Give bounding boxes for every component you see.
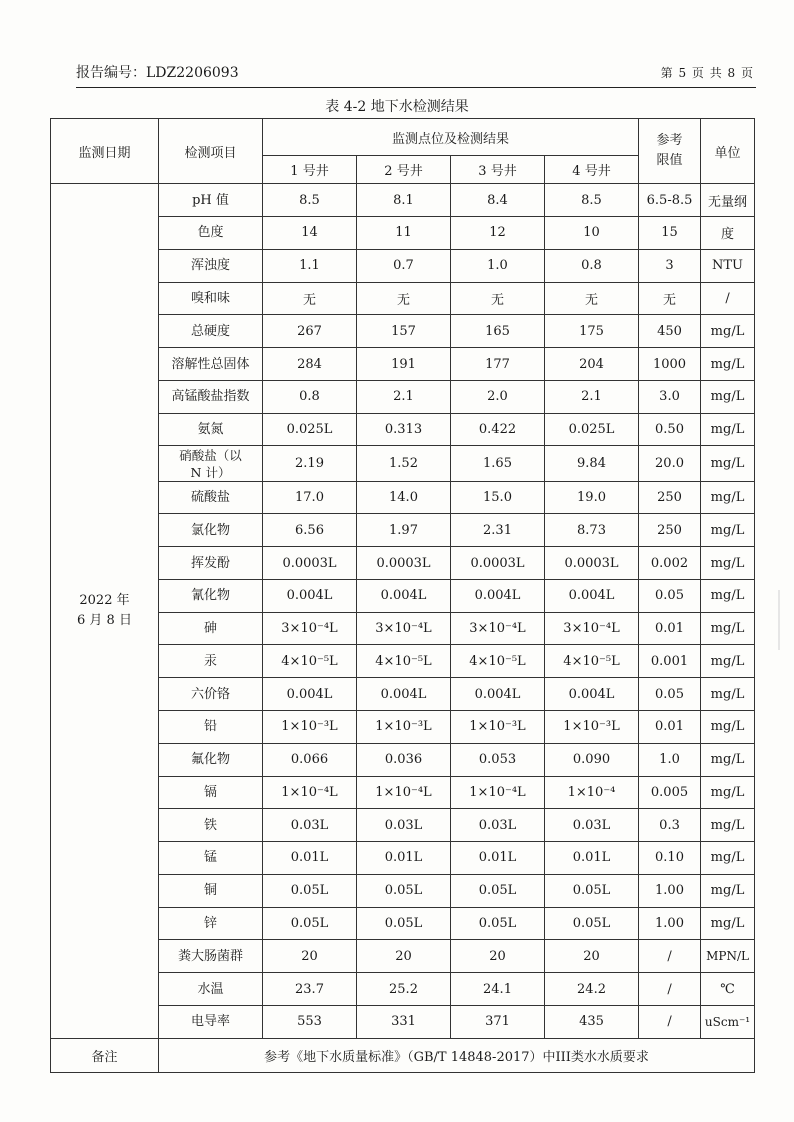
limit-value: 1.00 <box>639 874 701 907</box>
limit-value: 6.5-8.5 <box>639 184 701 217</box>
well-2-value: 1.97 <box>357 514 451 547</box>
well-2-value: 3×10⁻⁴L <box>357 612 451 645</box>
item-name: 锌 <box>159 907 263 940</box>
item-name: 挥发酚 <box>159 547 263 580</box>
limit-value: 1.0 <box>639 743 701 776</box>
item-name: 砷 <box>159 612 263 645</box>
well-1-value: 4×10⁻⁵L <box>263 645 357 678</box>
well-1-value: 20 <box>263 940 357 973</box>
well-1-value: 0.025L <box>263 413 357 446</box>
well-1-value: 0.8 <box>263 380 357 413</box>
well-4-value: 1×10⁻⁴ <box>545 776 639 809</box>
limit-value: 15 <box>639 217 701 250</box>
well-3-value: 0.422 <box>451 413 545 446</box>
unit-value: mg/L <box>701 743 755 776</box>
well-2-value: 2.1 <box>357 380 451 413</box>
table-row <box>51 184 755 217</box>
unit-value: uScm⁻¹ <box>701 1005 755 1038</box>
limit-value: 450 <box>639 315 701 348</box>
well-3-value: 20 <box>451 940 545 973</box>
well-2-value: 191 <box>357 348 451 381</box>
unit-value: mg/L <box>701 315 755 348</box>
item-name: 溶解性总固体 <box>159 348 263 381</box>
monitor-date-cell <box>51 184 159 1038</box>
well-2-value: 331 <box>357 1005 451 1038</box>
item-name: 高锰酸盐指数 <box>159 380 263 413</box>
well-3-value: 1×10⁻⁴L <box>451 776 545 809</box>
well-4-value: 0.03L <box>545 809 639 842</box>
well-3-value: 371 <box>451 1005 545 1038</box>
limit-value: / <box>639 1005 701 1038</box>
well-4-value: 0.004L <box>545 579 639 612</box>
limit-value: 1.00 <box>639 907 701 940</box>
well-4-value: 0.090 <box>545 743 639 776</box>
col-header-well-1: 1 号井 <box>263 156 357 184</box>
item-name: 嗅和味 <box>159 282 263 315</box>
col-header-unit: 单位 <box>701 119 755 184</box>
well-3-value: 4×10⁻⁵L <box>451 645 545 678</box>
report-number: 报告编号：LDZ2206093 <box>76 65 239 81</box>
col-header-date: 监测日期 <box>51 119 159 184</box>
unit-value: mg/L <box>701 678 755 711</box>
well-3-value: 0.004L <box>451 579 545 612</box>
item-name: 锰 <box>159 842 263 875</box>
well-3-value: 177 <box>451 348 545 381</box>
well-3-value: 165 <box>451 315 545 348</box>
well-4-value: 9.84 <box>545 446 639 481</box>
well-3-value: 0.004L <box>451 678 545 711</box>
well-3-value: 0.05L <box>451 907 545 940</box>
well-1-value: 0.01L <box>263 842 357 875</box>
note-text: 参考《地下水质量标准》（GB/T 14848-2017）中III类水水质要求 <box>159 1038 755 1072</box>
item-name: 铅 <box>159 711 263 744</box>
well-3-value: 0.01L <box>451 842 545 875</box>
well-3-value: 8.4 <box>451 184 545 217</box>
well-2-value: 25.2 <box>357 973 451 1006</box>
well-3-value: 1.0 <box>451 249 545 282</box>
well-4-value: 20 <box>545 940 639 973</box>
well-4-value: 8.73 <box>545 514 639 547</box>
col-header-well-2: 2 号井 <box>357 156 451 184</box>
unit-value: mg/L <box>701 842 755 875</box>
well-1-value: 23.7 <box>263 973 357 1006</box>
unit-value: mg/L <box>701 776 755 809</box>
item-name: 粪大肠菌群 <box>159 940 263 973</box>
unit-value: mg/L <box>701 612 755 645</box>
well-4-value: 0.004L <box>545 678 639 711</box>
well-3-value: 3×10⁻⁴L <box>451 612 545 645</box>
limit-value: 0.001 <box>639 645 701 678</box>
unit-value: mg/L <box>701 809 755 842</box>
limit-value: 0.005 <box>639 776 701 809</box>
well-1-value: 0.004L <box>263 579 357 612</box>
well-4-value: 0.8 <box>545 249 639 282</box>
col-header-well-4: 4 号井 <box>545 156 639 184</box>
well-2-value: 0.7 <box>357 249 451 282</box>
well-3-value: 2.0 <box>451 380 545 413</box>
well-4-value: 4×10⁻⁵L <box>545 645 639 678</box>
well-4-value: 19.0 <box>545 481 639 514</box>
limit-value: 3.0 <box>639 380 701 413</box>
unit-value: mg/L <box>701 907 755 940</box>
unit-value: mg/L <box>701 579 755 612</box>
limit-header-text: 参考限值 <box>656 133 683 169</box>
well-1-value: 553 <box>263 1005 357 1038</box>
well-1-value: 17.0 <box>263 481 357 514</box>
unit-value: mg/L <box>701 514 755 547</box>
well-2-value: 0.05L <box>357 907 451 940</box>
well-4-value: 0.01L <box>545 842 639 875</box>
well-3-value: 0.05L <box>451 874 545 907</box>
item-name: 色度 <box>159 217 263 250</box>
item-name: 氨氮 <box>159 413 263 446</box>
item-name: 氟化物 <box>159 743 263 776</box>
item-name: 浑浊度 <box>159 249 263 282</box>
well-2-value: 0.004L <box>357 678 451 711</box>
monitor-date: 2022 年 6 月 8 日 <box>77 592 132 628</box>
item-name: 总硬度 <box>159 315 263 348</box>
well-4-value: 0.025L <box>545 413 639 446</box>
well-1-value: 1×10⁻³L <box>263 711 357 744</box>
well-1-value: 0.03L <box>263 809 357 842</box>
limit-value: 3 <box>639 249 701 282</box>
well-1-value: 284 <box>263 348 357 381</box>
page-number: 第 5 页 共 8 页 <box>660 66 754 80</box>
col-header-points: 监测点位及检测结果 <box>263 119 639 156</box>
item-name: 汞 <box>159 645 263 678</box>
limit-value: / <box>639 973 701 1006</box>
limit-value: 1000 <box>639 348 701 381</box>
well-1-value: 0.0003L <box>263 547 357 580</box>
unit-value: 度 <box>701 217 755 250</box>
well-4-value: 2.1 <box>545 380 639 413</box>
well-1-value: 8.5 <box>263 184 357 217</box>
unit-value: mg/L <box>701 413 755 446</box>
well-2-value: 0.05L <box>357 874 451 907</box>
note-row <box>51 1038 755 1072</box>
limit-value: 250 <box>639 481 701 514</box>
note-label: 备注 <box>51 1038 159 1072</box>
unit-value: mg/L <box>701 380 755 413</box>
well-2-value: 4×10⁻⁵L <box>357 645 451 678</box>
well-4-value: 0.0003L <box>545 547 639 580</box>
well-3-value: 0.03L <box>451 809 545 842</box>
item-name: 铁 <box>159 809 263 842</box>
table-title: 表 4-2 地下水检测结果 <box>325 99 469 115</box>
well-1-value: 2.19 <box>263 446 357 481</box>
limit-value: 0.10 <box>639 842 701 875</box>
item-name: 硫酸盐 <box>159 481 263 514</box>
limit-value: 0.01 <box>639 612 701 645</box>
well-1-value: 0.066 <box>263 743 357 776</box>
limit-value: 0.05 <box>639 579 701 612</box>
limit-value: 20.0 <box>639 446 701 481</box>
limit-value: 250 <box>639 514 701 547</box>
item-name: 硝酸盐（以 N 计） <box>159 446 263 481</box>
limit-value: 0.05 <box>639 678 701 711</box>
well-3-value: 0.0003L <box>451 547 545 580</box>
well-1-value: 1×10⁻⁴L <box>263 776 357 809</box>
col-header-well-3: 3 号井 <box>451 156 545 184</box>
col-header-item: 检测项目 <box>159 119 263 184</box>
well-2-value: 157 <box>357 315 451 348</box>
unit-value: mg/L <box>701 547 755 580</box>
limit-value: 0.3 <box>639 809 701 842</box>
well-1-value: 无 <box>263 282 357 315</box>
limit-value: / <box>639 940 701 973</box>
well-1-value: 267 <box>263 315 357 348</box>
unit-value: mg/L <box>701 711 755 744</box>
well-4-value: 0.05L <box>545 874 639 907</box>
well-2-value: 11 <box>357 217 451 250</box>
item-name: 水温 <box>159 973 263 1006</box>
scan-edge <box>778 590 780 650</box>
page-header <box>76 62 754 84</box>
well-2-value: 0.004L <box>357 579 451 612</box>
item-name: 镉 <box>159 776 263 809</box>
well-2-value: 8.1 <box>357 184 451 217</box>
item-name: 氯化物 <box>159 514 263 547</box>
unit-value: mg/L <box>701 446 755 481</box>
well-2-value: 1×10⁻⁴L <box>357 776 451 809</box>
well-2-value: 0.03L <box>357 809 451 842</box>
well-4-value: 10 <box>545 217 639 250</box>
well-3-value: 15.0 <box>451 481 545 514</box>
well-4-value: 8.5 <box>545 184 639 217</box>
well-2-value: 20 <box>357 940 451 973</box>
item-name: 电导率 <box>159 1005 263 1038</box>
unit-value: mg/L <box>701 645 755 678</box>
well-3-value: 1×10⁻³L <box>451 711 545 744</box>
groundwater-results-table <box>50 118 755 1073</box>
unit-value: MPN/L <box>701 940 755 973</box>
limit-value: 无 <box>639 282 701 315</box>
well-1-value: 1.1 <box>263 249 357 282</box>
well-2-value: 0.313 <box>357 413 451 446</box>
well-2-value: 1×10⁻³L <box>357 711 451 744</box>
limit-value: 0.002 <box>639 547 701 580</box>
well-4-value: 1×10⁻³L <box>545 711 639 744</box>
well-1-value: 6.56 <box>263 514 357 547</box>
well-2-value: 14.0 <box>357 481 451 514</box>
unit-value: mg/L <box>701 874 755 907</box>
col-header-limit <box>639 119 701 184</box>
limit-value: 0.01 <box>639 711 701 744</box>
unit-value: mg/L <box>701 481 755 514</box>
well-4-value: 175 <box>545 315 639 348</box>
item-name: pH 值 <box>159 184 263 217</box>
well-3-value: 12 <box>451 217 545 250</box>
well-4-value: 0.05L <box>545 907 639 940</box>
unit-value: 无量纲 <box>701 184 755 217</box>
well-4-value: 无 <box>545 282 639 315</box>
well-3-value: 0.053 <box>451 743 545 776</box>
well-1-value: 0.05L <box>263 874 357 907</box>
item-name: 铜 <box>159 874 263 907</box>
well-1-value: 3×10⁻⁴L <box>263 612 357 645</box>
well-2-value: 0.036 <box>357 743 451 776</box>
unit-value: ℃ <box>701 973 755 1006</box>
header-rule <box>76 87 756 88</box>
limit-value: 0.50 <box>639 413 701 446</box>
well-2-value: 1.52 <box>357 446 451 481</box>
header-row-1 <box>51 119 755 156</box>
well-2-value: 0.0003L <box>357 547 451 580</box>
well-2-value: 0.01L <box>357 842 451 875</box>
unit-value: mg/L <box>701 348 755 381</box>
well-1-value: 0.004L <box>263 678 357 711</box>
well-3-value: 24.1 <box>451 973 545 1006</box>
unit-value: / <box>701 282 755 315</box>
well-4-value: 3×10⁻⁴L <box>545 612 639 645</box>
well-3-value: 1.65 <box>451 446 545 481</box>
unit-value: NTU <box>701 249 755 282</box>
well-3-value: 2.31 <box>451 514 545 547</box>
well-4-value: 24.2 <box>545 973 639 1006</box>
well-4-value: 435 <box>545 1005 639 1038</box>
well-1-value: 14 <box>263 217 357 250</box>
item-name: 六价铬 <box>159 678 263 711</box>
well-1-value: 0.05L <box>263 907 357 940</box>
well-3-value: 无 <box>451 282 545 315</box>
well-2-value: 无 <box>357 282 451 315</box>
item-name: 氰化物 <box>159 579 263 612</box>
well-4-value: 204 <box>545 348 639 381</box>
